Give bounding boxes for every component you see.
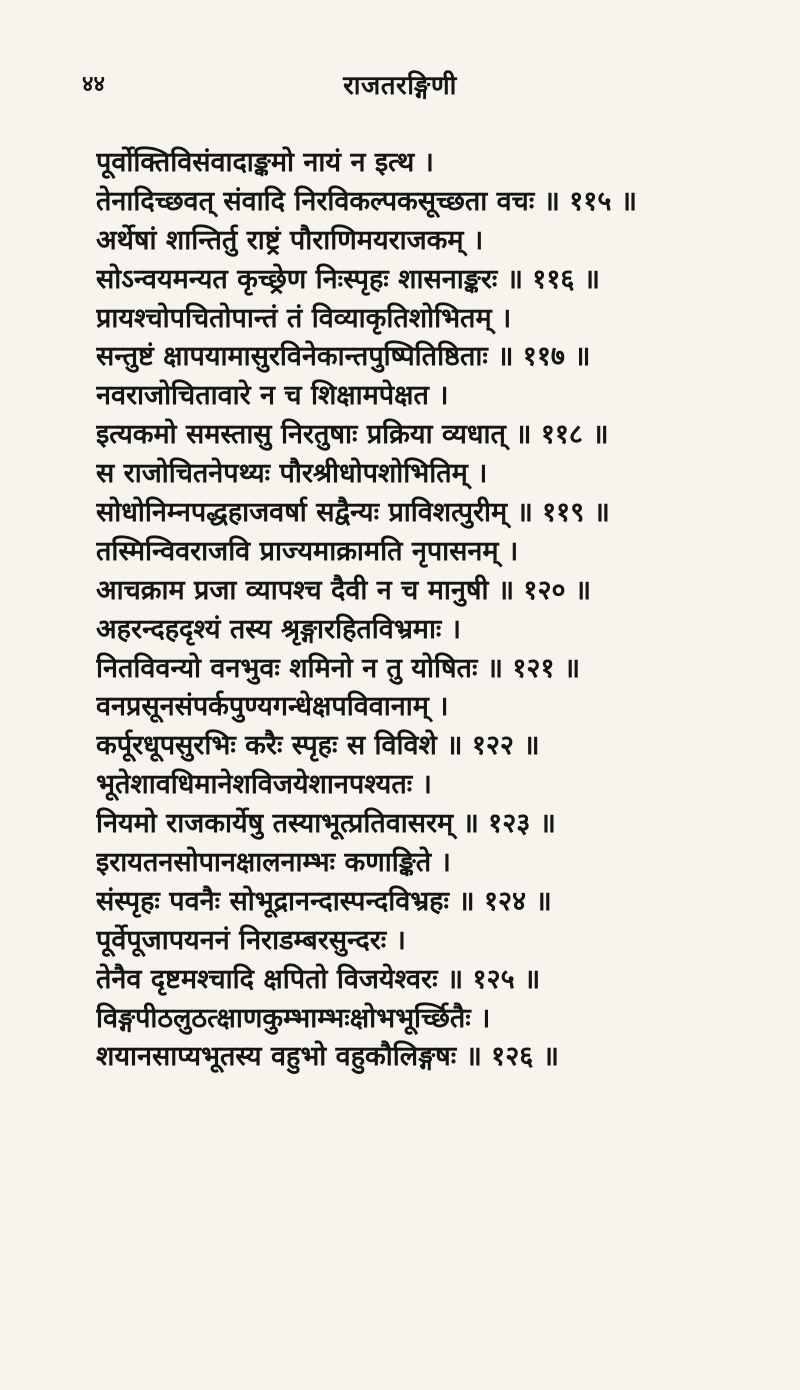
verse-block <box>96 144 736 1077</box>
verse-line: सन्तुष्टं क्षापयामासुरविनेकान्तपुष्पितिष्ठिताः ॥ ११७ ॥ <box>96 341 591 373</box>
verse-line: संस्पृहः पवनैः सोभूद्रानन्दास्पन्दविभ्रहः ॥ १२४ ॥ <box>96 885 552 917</box>
verse-line: अहरन्दहदृश्यं तस्य श्रृङ्गारहितविभ्रमाः । <box>96 613 462 645</box>
verse-line: सोऽन्वयमन्यत कृच्छ्रेण निःस्पृहः शासनाङ्करः ॥ ११६ ॥ <box>96 263 600 295</box>
verse-line: स राजोचितनेपथ्यः पौरश्रीधोपशोभितिम् । <box>96 458 488 490</box>
verse-line: तेनैव दृष्टमश्चादि क्षपितो विजयेश्वरः ॥ १२५ ॥ <box>96 963 541 995</box>
verse-line: वनप्रसूनसंपर्कपुण्यगन्धेक्षपविवानाम् । <box>96 691 449 723</box>
verse-line: आचक्राम प्रजा व्यापश्च दैवी न च मानुषी ॥ १२० ॥ <box>96 574 592 606</box>
verse-line: शयानसाप्यभूतस्य वहुभो वहुकौलिङ्गषः ॥ १२६ ॥ <box>96 1041 559 1073</box>
verse-line: इरायतनसोपानक्षालनाम्भः कणाङ्किते । <box>96 847 451 879</box>
page-number: ४४ <box>82 71 105 97</box>
verse-line: पूर्वोक्तिविसंवादाङ्कमो नायं न इत्थ । <box>96 147 434 178</box>
verse-line: प्रायश्चोपचितोपान्तं तं विव्याकृतिशोभितम् । <box>96 302 512 334</box>
verse-line: नवराजोचितावारे न च शिक्षामपेक्षत । <box>96 380 449 412</box>
verse-line: विङ्गपीठलुठत्क्षाणकुम्भाम्भःक्षोभभूर्च्छितैः । <box>96 1002 491 1034</box>
verse-line: नितविवन्यो वनभुवः शमिनो न तु योषितः ॥ १२१ ॥ <box>96 652 581 684</box>
verse-line: तस्मिन्विवराजवि प्राज्यमाक्रामति नृपासनम् । <box>96 535 519 567</box>
verse-line: भूतेशावधिमानेशविजयेशानपश्यतः । <box>96 769 432 801</box>
verse-line: इत्यकमो समस्तासु निरतुषाः प्रक्रिया व्यधात् ॥ ११८ ॥ <box>96 419 609 451</box>
running-title: राजतरङ्गिणी <box>343 71 457 101</box>
verse-line: सोधोनिम्नपद्धहाजवर्षा सद्वैन्यः प्राविशत्पुरीम् ॥ ११९ ॥ <box>96 497 610 529</box>
verse-line: अर्थेषां शान्तिर्तु राष्ट्रं पौराणिमयराजकम् । <box>96 224 484 256</box>
page-header <box>0 66 800 106</box>
verse-line: कर्पूरधूपसुरभिः करैः स्पृहः स विविशे ॥ १२२ ॥ <box>96 730 540 762</box>
verse-line: नियमो राजकार्येषु तस्याभूत्प्रतिवासरम् ॥ १२३ ॥ <box>96 808 556 840</box>
verse-line: तेनादिच्छवत् संवादि निरविकल्पकसूच्छता वचः ॥ ११५ ॥ <box>96 185 637 217</box>
verse-line: पूर्वेपूजापयननं निराडम्बरसुन्दरः । <box>96 924 406 956</box>
